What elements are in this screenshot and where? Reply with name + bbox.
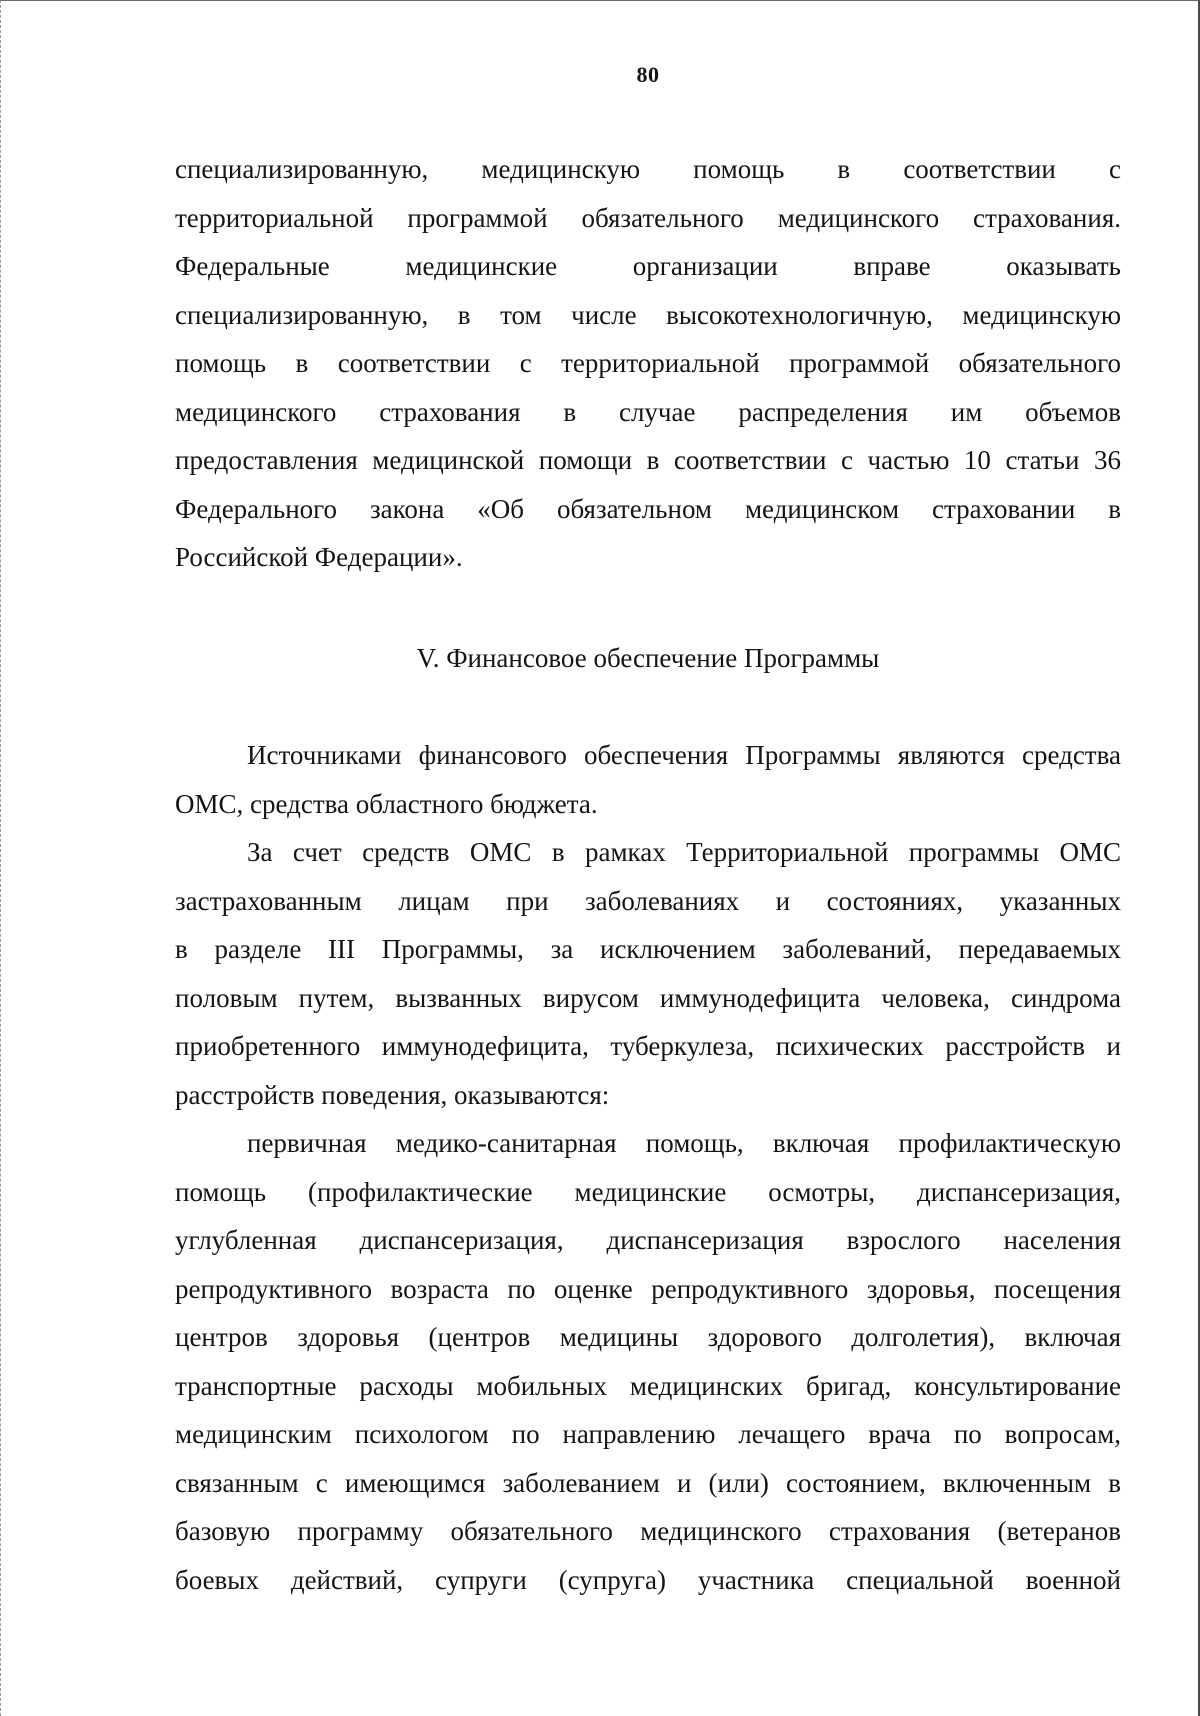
text-line: центров здоровья (центров медицины здорового долголетия), включая [175,1322,1121,1352]
text-line: первичная медико-санитарная помощь, включая профилактическую [247,1128,1121,1158]
text-line: репродуктивного возраста по оценке репродуктивного здоровья, посещения [175,1273,1121,1304]
text-line: предоставления медицинской помощи в соответствии с частью 10 статьи 36 [175,445,1121,475]
text-line: медицинским психологом по направлению лечащего врача по вопросам, [175,1419,1121,1449]
text-line: территориальной программой обязательного медицинского страхования. [175,202,1121,233]
text-line: застрахованным лицам при заболеваниях и состояниях, указанных [175,885,1121,916]
text-line: в разделе III Программы, за исключением заболеваний, передаваемых [175,934,1121,964]
page-number: 80 [636,62,660,87]
text-line: половым путем, вызванных вирусом иммунодефицита человека, синдрома [175,982,1121,1013]
text-line: Российской Федерации». [175,542,463,572]
text-line: расстройств поведения, оказываются: [175,1079,610,1110]
text-line: транспортные расходы мобильных медицинских бригад, консультирование [175,1370,1121,1401]
text-line: помощь в соответствии с территориальной программой обязательного [175,348,1121,378]
text-line: Источниками финансового обеспечения Программы являются средства [247,740,1121,770]
text-line: специализированную, в том числе высокотехнологичную, медицинскую [175,299,1121,330]
text-line: медицинского страхования в случае распределения им объемов [175,396,1121,427]
paragraph-continuation [175,145,1121,582]
text-line: связанным с имеющимся заболеванием и (или) состоянием, включенным в [175,1467,1121,1498]
text-line: боевых действий, супруги (супруга) участника специальной военной [175,1564,1121,1595]
section-body [175,731,1121,1604]
text-line: За счет средств ОМС в рамках Территориальной программы ОМС [247,837,1121,867]
text-line: помощь (профилактические медицинские осмотры, диспансеризация, [175,1176,1121,1207]
section-heading: V. Финансовое обеспечение Программы [416,643,880,673]
text-line: углубленная диспансеризация, диспансеризация взрослого населения [175,1225,1121,1255]
text-line: Федеральные медицинские организации вправе оказывать [175,251,1121,281]
text-line: Федерального закона «Об обязательном медицинском страховании в [175,493,1121,524]
text-line: приобретенного иммунодефицита, туберкулеза, психических расстройств и [175,1031,1121,1061]
text-line: базовую программу обязательного медицинского страхования (ветеранов [175,1516,1121,1546]
text-line: ОМС, средства областного бюджета. [175,788,598,819]
text-line: специализированную, медицинскую помощь в соответствии с [175,154,1121,184]
